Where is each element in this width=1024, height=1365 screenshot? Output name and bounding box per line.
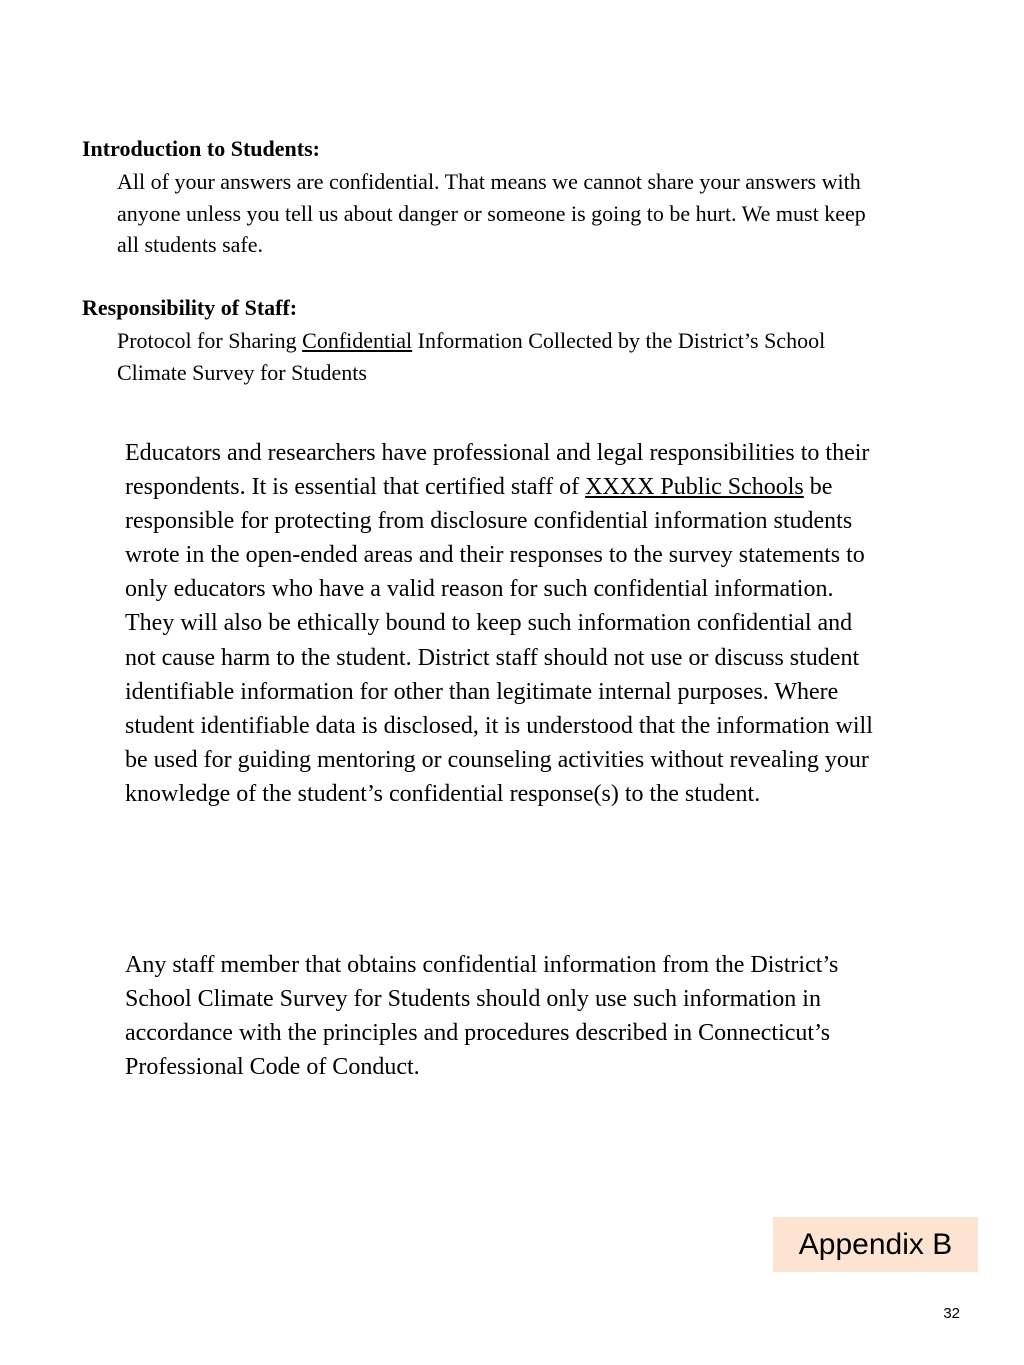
page-number: 32 [943,1305,960,1322]
confidentiality-paragraph [125,436,885,811]
staff-conduct-paragraph: Any staff member that obtains confidential information from the District’s School Climate Survey for Students should only use such information in accordance with the principles and procedures described in Connecticut’s Professional Code of Conduct. [125,952,839,1081]
appendix-label: Appendix B [773,1217,978,1272]
protocol-text-start: Protocol for Sharing [117,328,303,353]
protocol-underlined-word: Confidential [302,328,413,353]
intro-text: All of your answers are confidential. That means we cannot share your answers with anyone unless you tell us about danger or someone is going to be hurt. We must keep all students safe. [117,169,866,257]
paragraph1-start: Educators and researchers have professional and legal responsibilities to their respondents. It is essential that certified staff of [125,440,870,501]
protocol-title [117,325,877,388]
paragraph1-end: be responsible for protecting from disclosure confidential information students wrote in the open-ended areas and their responses to the survey statements to only educators who have a valid reason for such confidential information. They will also be ethically bound to keep such information confidential and not cause harm to the student. District staff should not use or discuss student identifiable information for other than legitimate internal purposes. Where student identifiable data is disclosed, it is understood that the information will be used for guiding mentoring or counseling activities without revealing your knowledge of the student’s confidential response(s) to the student. [125,474,873,807]
intro-heading: Introduction to Students: [82,136,320,161]
responsibility-heading: Responsibility of Staff: [82,295,298,320]
school-name: XXXX Public Schools [585,474,804,501]
protocol-text-end: Information Collected by the District’s School Climate Survey for Students [117,328,826,385]
